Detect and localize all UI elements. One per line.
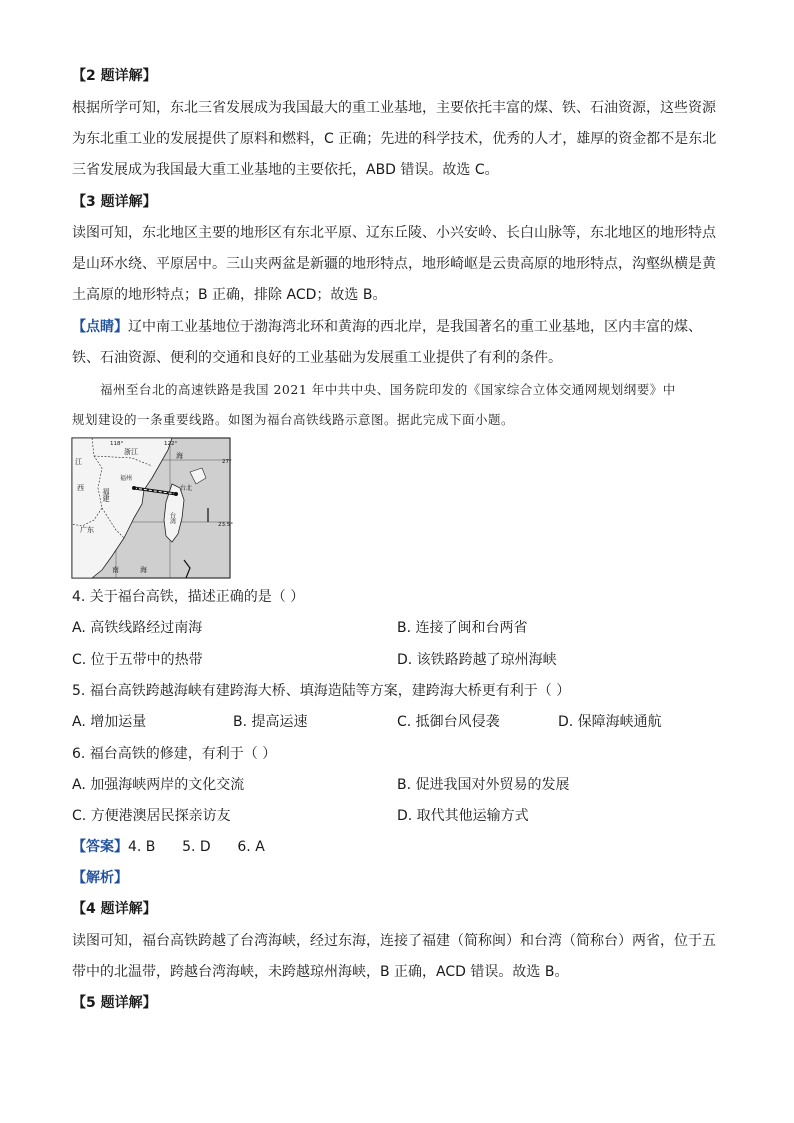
- sec2-line-2: 为东北重工业的发展提供了原料和燃料，C 正确；先进的科学技术，优秀的人才，雄厚的资金都不是东北: [72, 131, 717, 147]
- q4-option-b[interactable]: B. 连接了闽和台两省: [397, 620, 528, 636]
- q4-stem: 4. 关于福台高铁，描述正确的是（ ）: [72, 589, 305, 605]
- q6-option-c[interactable]: C. 方便港澳居民探亲访友: [72, 808, 231, 824]
- railway-map: [72, 438, 233, 578]
- sec3-line-2: 是山环水绕、平原居中。三山夹两盆是新疆的地形特点，地形崎岖是云贵高原的地形特点，沟壑纵横是黄: [72, 256, 716, 272]
- sec4-line-2: 带中的北温带，跨越台湾海峡，未跨越琼州海峡，B 正确，ACD 错误。故选 B。: [72, 964, 569, 980]
- lon-122-label: 122°: [164, 441, 178, 447]
- map-label-taibei: 台北: [180, 485, 193, 492]
- q6-option-b[interactable]: B. 促进我国对外贸易的发展: [397, 777, 570, 793]
- q5-option-a[interactable]: A. 增加运量: [72, 714, 147, 730]
- q6-stem: 6. 福台高铁的修建，有利于（ ）: [72, 746, 277, 762]
- map-label-guangdong: 广东: [80, 526, 94, 534]
- map-label-nan: 南: [112, 566, 119, 574]
- map-label-taiwan: 台湾: [168, 512, 176, 524]
- q5-option-c[interactable]: C. 抵御台风侵袭: [397, 714, 500, 730]
- map-label-fuzhou: 福州: [120, 475, 133, 482]
- map-label-xi: 西: [77, 484, 84, 492]
- map-label-fujian: 福建: [102, 488, 110, 502]
- map-label-jiang: 江: [75, 458, 82, 466]
- q5-option-b[interactable]: B. 提高运速: [233, 714, 308, 730]
- q6-option-a[interactable]: A. 加强海峡两岸的文化交流: [72, 777, 245, 793]
- intro-line-1: 福州至台北的高速铁路是我国 2021 年中共中央、国务院印发的《国家综合立体交通网规划纲要》中: [100, 382, 676, 397]
- map-label-zhejiang: 浙江: [124, 448, 138, 456]
- q6-option-d[interactable]: D. 取代其他运输方式: [397, 808, 529, 824]
- q4-option-c[interactable]: C. 位于五带中的热带: [72, 652, 203, 668]
- taibei-dot: [174, 492, 178, 496]
- sec3-heading: 【3 题详解】: [72, 194, 157, 210]
- answer-text: 4. B 5. D 6. A: [128, 839, 265, 855]
- dianjing-label: 【点睛】: [72, 319, 128, 335]
- map-label-hai-1: 海: [176, 452, 183, 460]
- dianjing-line-2: 铁、石油资源、便利的交通和良好的工业基础为发展重工业提供了有利的条件。: [72, 350, 562, 366]
- dianjing-text-1: 辽中南工业基地位于渤海湾北环和黄海的西北岸，是我国著名的重工业基地，区内丰富的煤、: [128, 319, 702, 335]
- sec4-heading: 【4 题详解】: [72, 901, 157, 917]
- sec2-heading: 【2 题详解】: [72, 68, 157, 84]
- map-label-hai-2: 海: [140, 566, 147, 574]
- q5-stem: 5. 福台高铁跨越海峡有建跨海大桥、填海造陆等方案，建跨海大桥更有利于（ ）: [72, 683, 571, 699]
- lat-27-label: 27°: [222, 459, 232, 465]
- answer-label: 【答案】: [72, 839, 128, 855]
- sec3-line-3: 土高原的地形特点；B 正确，排除 ACD；故选 B。: [72, 287, 387, 303]
- lat-23-5-label: 23.5°: [218, 522, 233, 528]
- q5-option-d[interactable]: D. 保障海峡通航: [558, 714, 662, 730]
- sec4-line-1: 读图可知，福台高铁跨越了台湾海峡，经过东海，连接了福建（简称闽）和台湾（简称台）两省，位于五: [72, 933, 716, 949]
- answer-line: [72, 837, 265, 857]
- sec2-line-1: 根据所学可知，东北三省发展成为我国最大的重工业基地，主要依托丰富的煤、铁、石油资源，这些资源: [72, 100, 716, 116]
- lon-118-label: 118°: [110, 441, 124, 447]
- sec3-line-1: 读图可知，东北地区主要的地形区有东北平原、辽东丘陵、小兴安岭、长白山脉等，东北地区的地形特点: [72, 225, 716, 241]
- q4-option-a[interactable]: A. 高铁线路经过南海: [72, 620, 203, 636]
- fuzhou-dot: [132, 486, 136, 490]
- dianjing-line-1: [72, 317, 702, 337]
- intro-line-2: 规划建设的一条重要线路。如图为福台高铁线路示意图。据此完成下面小题。: [72, 412, 515, 427]
- q4-option-d[interactable]: D. 该铁路跨越了琼州海峡: [397, 652, 557, 668]
- jiexi-label: 【解析】: [72, 870, 128, 886]
- sec5-heading: 【5 题详解】: [72, 995, 157, 1011]
- sec2-line-3: 三省发展成为我国最大重工业基地的主要依托，ABD 错误。故选 C。: [72, 162, 499, 178]
